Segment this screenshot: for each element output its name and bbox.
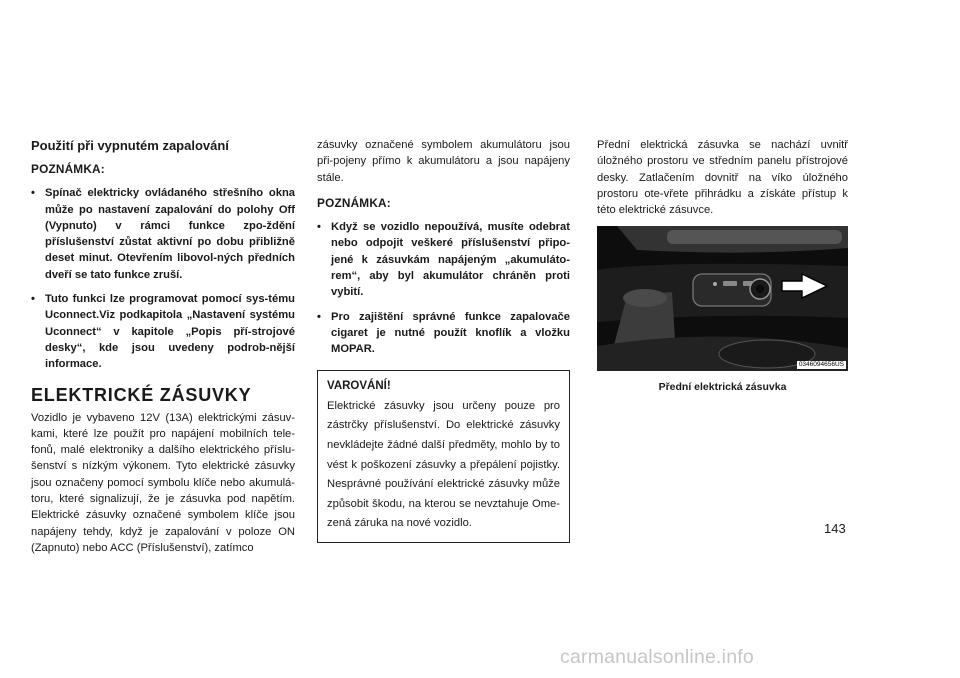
warning-box <box>317 370 570 543</box>
console-illustration <box>597 226 848 371</box>
middle-column <box>317 0 570 543</box>
note-item: • Pro zajištění správné funkce zapalovače cigaret je nutné použít knoflík a vložku MOPAR. <box>317 309 570 358</box>
power-outlet-photo <box>597 226 848 371</box>
note-item: • Spínač elektricky ovládaného střešního okna může po nastavení zapalování do polohy Off (Vypnuto) v rámci funkce zpo-ždění příslušenství zůstat aktivní po dobu přibližně deset minut. Otevřením libovol-ných předních dveří se tato funkce zruší. <box>31 185 295 283</box>
photo-caption: Přední elektrická zásuvka <box>658 381 787 394</box>
note-heading: POZNÁMKA: <box>317 195 391 210</box>
warning-heading: VAROVÁNÍ! <box>327 379 391 392</box>
note-item: • Tuto funkci lze programovat pomocí sys-tému Uconnect.Viz podkapitola „Nastavení systému Uconnect“ v kapitole „Popis pří-strojové desky“, kde jsou uvedeny podrob-nější informace. <box>31 291 295 372</box>
right-column <box>597 0 848 396</box>
section-heading-ignition-off: Použití při vypnutém zapalování <box>31 138 229 153</box>
note-heading: POZNÁMKA: <box>31 162 105 176</box>
note-item: • Když se vozidlo nepoužívá, musíte odebrat nebo odpojit veškeré příslušenství připo-jené k zásuvkám napájeným „akumuláto-rem“, aby byl akumulátor chráněn proti vybití. <box>317 219 570 300</box>
body-paragraph: Vozidlo je vybaveno 12V (13A) elektrickými zásuv-kami, které lze použít pro napájení mobilních tele-fonů, malé elektroniky a dalšího elektrického příslu-šenství s nízkým výkonem. Tyto elektrické zásuvky jsou označeny pomocí symbolu klíče nebo akumulá-toru, které signalizují, že je zásuvka pod napětím. Elektrické zásuvky označené symbolem klíče jsou napájeny tehdy, když je zapalování v poloze ON (Zapnuto) nebo ACC (Příslušenství), zatímco <box>31 411 295 554</box>
note-list <box>317 219 570 357</box>
note-list <box>31 185 295 372</box>
watermark: carmanualsonline.info <box>560 646 754 668</box>
warning-text: Elektrické zásuvky jsou určeny pouze pro zástrčky příslušenství. Do elektrické zásuvky nevkládejte žádné další předměty, mohlo by to vést k poškození zásuvky a přepálení pojistky. Nesprávné používání elektrické zásuvky může způsobit škodu, na kterou se nevztahuje Ome-zená záruka na nové vozidlo. <box>327 399 560 530</box>
body-paragraph: zásuvky označené symbolem akumulátoru jsou při-pojeny přímo k akumulátoru a jsou napájeny stále. <box>317 139 570 184</box>
image-code: 0346094656US <box>798 361 844 369</box>
chapter-heading-power-outlets: ELEKTRICKÉ ZÁSUVKY <box>31 384 252 405</box>
left-column <box>31 0 295 556</box>
page-number: 143 <box>824 521 846 536</box>
body-paragraph: Přední elektrická zásuvka se nachází uvnitř úložného prostoru ve středním panelu přístrojové desky. Zatlačením dovnitř na víko úložného prostoru ote-vřete přihrádku a získáte přístup k této elektrické zásuvce. <box>597 139 848 217</box>
